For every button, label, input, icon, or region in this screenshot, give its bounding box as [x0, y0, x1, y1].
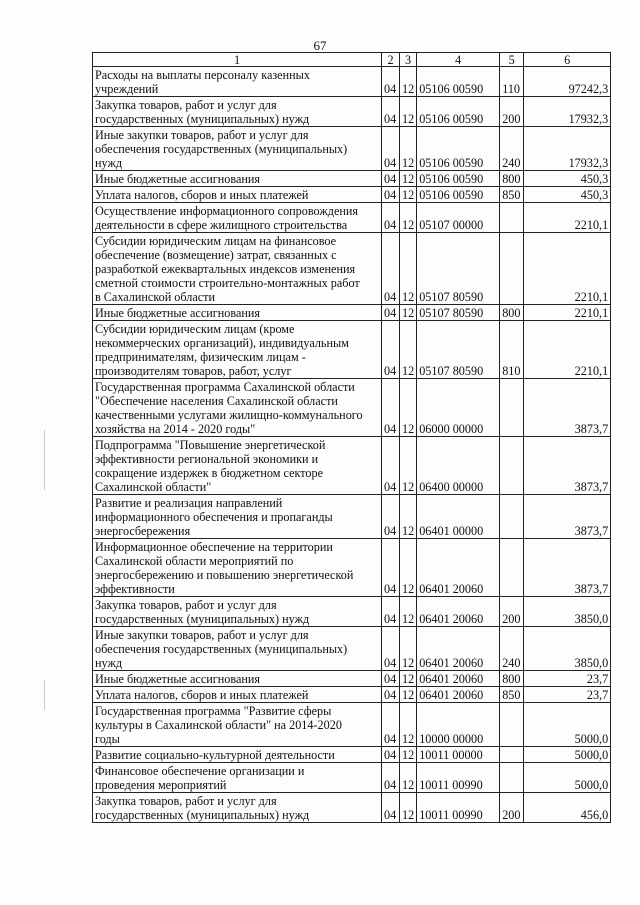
row-amount-cell: 5000,0	[524, 763, 611, 793]
row-name-cell: Расходы на выплаты персоналу казенных учреждений	[93, 67, 382, 97]
budget-table	[92, 52, 611, 823]
col-header-expense-type: 5	[500, 53, 524, 67]
row-name-cell: Иные бюджетные ассигнования	[93, 671, 382, 687]
table-header-row	[93, 53, 611, 67]
table-row	[93, 187, 611, 203]
row-target-article-cell: 05106 00590	[417, 187, 500, 203]
page-number: 67	[313, 38, 327, 53]
row-amount-cell: 17932,3	[524, 127, 611, 171]
row-section-cell: 04	[382, 437, 400, 495]
row-expense-type-cell: 850	[500, 687, 524, 703]
row-name-cell: Иные закупки товаров, работ и услуг для обеспечения государственных (муниципальных) нужд	[93, 627, 382, 671]
table-row	[93, 763, 611, 793]
row-subsection-cell: 12	[400, 321, 417, 379]
row-subsection-cell: 12	[400, 97, 417, 127]
row-expense-type-cell: 800	[500, 171, 524, 187]
row-subsection-cell: 12	[400, 187, 417, 203]
row-section-cell: 04	[382, 763, 400, 793]
row-name-cell: Иные закупки товаров, работ и услуг для обеспечения государственных (муниципальных) нужд	[93, 127, 382, 171]
row-target-article-cell: 05107 80590	[417, 321, 500, 379]
row-section-cell: 04	[382, 187, 400, 203]
row-target-article-cell: 10011 00990	[417, 763, 500, 793]
row-subsection-cell: 12	[400, 539, 417, 597]
row-section-cell: 04	[382, 539, 400, 597]
row-amount-cell: 456,0	[524, 793, 611, 823]
row-subsection-cell: 12	[400, 203, 417, 233]
row-name-cell: Развитие социально-культурной деятельности	[93, 747, 382, 763]
row-subsection-cell: 12	[400, 67, 417, 97]
table-row	[93, 495, 611, 539]
table-row	[93, 379, 611, 437]
row-amount-cell: 23,7	[524, 687, 611, 703]
row-target-article-cell: 10011 00000	[417, 747, 500, 763]
row-name-cell: Подпрограмма "Повышение энергетической эффективности региональной экономики и сокращение издержек в бюджетном секторе Сахалинской области"	[93, 437, 382, 495]
row-subsection-cell: 12	[400, 671, 417, 687]
table-row	[93, 203, 611, 233]
row-subsection-cell: 12	[400, 379, 417, 437]
row-amount-cell: 2210,1	[524, 321, 611, 379]
row-name-cell: Иные бюджетные ассигнования	[93, 305, 382, 321]
table-row	[93, 127, 611, 171]
table-row	[93, 597, 611, 627]
row-expense-type-cell: 800	[500, 671, 524, 687]
row-section-cell: 04	[382, 203, 400, 233]
table-row	[93, 687, 611, 703]
row-section-cell: 04	[382, 171, 400, 187]
row-name-cell: Уплата налогов, сборов и иных платежей	[93, 687, 382, 703]
table-row	[93, 171, 611, 187]
table-row	[93, 321, 611, 379]
row-amount-cell: 17932,3	[524, 97, 611, 127]
row-section-cell: 04	[382, 597, 400, 627]
row-name-cell: Государственная программа "Развитие сферы культуры в Сахалинской области" на 2014-2020 годы	[93, 703, 382, 747]
row-name-cell: Субсидии юридическим лицам (кроме некоммерческих организаций), индивидуальным предпринимателям, физическим лицам - производителям товаров, работ, услуг	[93, 321, 382, 379]
row-section-cell: 04	[382, 127, 400, 171]
row-section-cell: 04	[382, 671, 400, 687]
table-row	[93, 305, 611, 321]
row-subsection-cell: 12	[400, 687, 417, 703]
row-expense-type-cell: 850	[500, 187, 524, 203]
row-name-cell: Государственная программа Сахалинской области "Обеспечение населения Сахалинской области качественными услугами жилищно-коммунального хозяйства на 2014 - 2020 годы"	[93, 379, 382, 437]
row-amount-cell: 450,3	[524, 187, 611, 203]
row-subsection-cell: 12	[400, 747, 417, 763]
row-target-article-cell: 05107 00000	[417, 203, 500, 233]
row-target-article-cell: 10000 00000	[417, 703, 500, 747]
row-subsection-cell: 12	[400, 597, 417, 627]
row-expense-type-cell	[500, 203, 524, 233]
col-header-name: 1	[93, 53, 382, 67]
row-amount-cell: 3873,7	[524, 379, 611, 437]
row-subsection-cell: 12	[400, 305, 417, 321]
row-expense-type-cell: 240	[500, 627, 524, 671]
row-target-article-cell: 06400 00000	[417, 437, 500, 495]
row-name-cell: Финансовое обеспечение организации и проведения мероприятий	[93, 763, 382, 793]
row-amount-cell: 23,7	[524, 671, 611, 687]
row-target-article-cell: 06401 00000	[417, 495, 500, 539]
row-amount-cell: 2210,1	[524, 203, 611, 233]
row-section-cell: 04	[382, 233, 400, 305]
row-expense-type-cell	[500, 379, 524, 437]
row-expense-type-cell	[500, 495, 524, 539]
col-header-subsection: 3	[400, 53, 417, 67]
row-name-cell: Информационное обеспечение на территории Сахалинской области мероприятий по энергосбережению и повышению энергетической эффективности	[93, 539, 382, 597]
row-target-article-cell: 05107 80590	[417, 233, 500, 305]
row-target-article-cell: 06401 20060	[417, 687, 500, 703]
row-target-article-cell: 10011 00990	[417, 793, 500, 823]
row-section-cell: 04	[382, 687, 400, 703]
row-target-article-cell: 05106 00590	[417, 127, 500, 171]
row-amount-cell: 3873,7	[524, 495, 611, 539]
row-name-cell: Осуществление информационного сопровождения деятельности в сфере жилищного строительства	[93, 203, 382, 233]
row-target-article-cell: 06401 20060	[417, 539, 500, 597]
table-row	[93, 671, 611, 687]
row-expense-type-cell	[500, 539, 524, 597]
row-target-article-cell: 05106 00590	[417, 97, 500, 127]
row-subsection-cell: 12	[400, 233, 417, 305]
table-row	[93, 437, 611, 495]
row-section-cell: 04	[382, 627, 400, 671]
row-subsection-cell: 12	[400, 495, 417, 539]
row-section-cell: 04	[382, 97, 400, 127]
row-target-article-cell: 05106 00590	[417, 67, 500, 97]
row-target-article-cell: 06401 20060	[417, 627, 500, 671]
row-section-cell: 04	[382, 379, 400, 437]
row-amount-cell: 3850,0	[524, 597, 611, 627]
row-section-cell: 04	[382, 703, 400, 747]
col-header-target-article: 4	[417, 53, 500, 67]
table-row	[93, 67, 611, 97]
row-amount-cell: 3873,7	[524, 539, 611, 597]
row-expense-type-cell: 200	[500, 597, 524, 627]
row-name-cell: Закупка товаров, работ и услуг для государственных (муниципальных) нужд	[93, 97, 382, 127]
row-target-article-cell: 05107 80590	[417, 305, 500, 321]
row-expense-type-cell: 810	[500, 321, 524, 379]
row-expense-type-cell	[500, 763, 524, 793]
row-section-cell: 04	[382, 321, 400, 379]
row-name-cell: Закупка товаров, работ и услуг для государственных (муниципальных) нужд	[93, 597, 382, 627]
table-row	[93, 703, 611, 747]
row-expense-type-cell	[500, 703, 524, 747]
row-section-cell: 04	[382, 793, 400, 823]
row-name-cell: Уплата налогов, сборов и иных платежей	[93, 187, 382, 203]
row-amount-cell: 5000,0	[524, 747, 611, 763]
row-amount-cell: 3873,7	[524, 437, 611, 495]
row-subsection-cell: 12	[400, 793, 417, 823]
row-expense-type-cell: 240	[500, 127, 524, 171]
row-expense-type-cell: 200	[500, 97, 524, 127]
row-target-article-cell: 05106 00590	[417, 171, 500, 187]
table-row	[93, 539, 611, 597]
row-name-cell: Развитие и реализация направлений информационного обеспечения и пропаганды энергосбережения	[93, 495, 382, 539]
row-amount-cell: 2210,1	[524, 305, 611, 321]
row-amount-cell: 3850,0	[524, 627, 611, 671]
table-row	[93, 747, 611, 763]
row-name-cell: Закупка товаров, работ и услуг для государственных (муниципальных) нужд	[93, 793, 382, 823]
row-amount-cell: 97242,3	[524, 67, 611, 97]
row-subsection-cell: 12	[400, 127, 417, 171]
scan-margin-mark	[44, 430, 45, 490]
row-amount-cell: 450,3	[524, 171, 611, 187]
row-amount-cell: 2210,1	[524, 233, 611, 305]
row-expense-type-cell: 200	[500, 793, 524, 823]
row-section-cell: 04	[382, 305, 400, 321]
row-expense-type-cell	[500, 233, 524, 305]
row-subsection-cell: 12	[400, 703, 417, 747]
row-expense-type-cell: 110	[500, 67, 524, 97]
row-section-cell: 04	[382, 747, 400, 763]
row-subsection-cell: 12	[400, 437, 417, 495]
row-expense-type-cell: 800	[500, 305, 524, 321]
row-subsection-cell: 12	[400, 627, 417, 671]
col-header-amount: 6	[524, 53, 611, 67]
row-target-article-cell: 06401 20060	[417, 597, 500, 627]
table-row	[93, 627, 611, 671]
row-expense-type-cell	[500, 437, 524, 495]
row-section-cell: 04	[382, 67, 400, 97]
row-target-article-cell: 06401 20060	[417, 671, 500, 687]
row-subsection-cell: 12	[400, 171, 417, 187]
table-row	[93, 793, 611, 823]
row-amount-cell: 5000,0	[524, 703, 611, 747]
table-row	[93, 233, 611, 305]
row-subsection-cell: 12	[400, 763, 417, 793]
row-target-article-cell: 06000 00000	[417, 379, 500, 437]
col-header-section: 2	[382, 53, 400, 67]
row-name-cell: Иные бюджетные ассигнования	[93, 171, 382, 187]
row-expense-type-cell	[500, 747, 524, 763]
scan-margin-mark	[44, 680, 45, 710]
table-row	[93, 97, 611, 127]
row-name-cell: Субсидии юридическим лицам на финансовое обеспечение (возмещение) затрат, связанных с разработкой ежеквартальных индексов изменения сметной стоимости строительно-монтажных работ в Сахалинской области	[93, 233, 382, 305]
row-section-cell: 04	[382, 495, 400, 539]
